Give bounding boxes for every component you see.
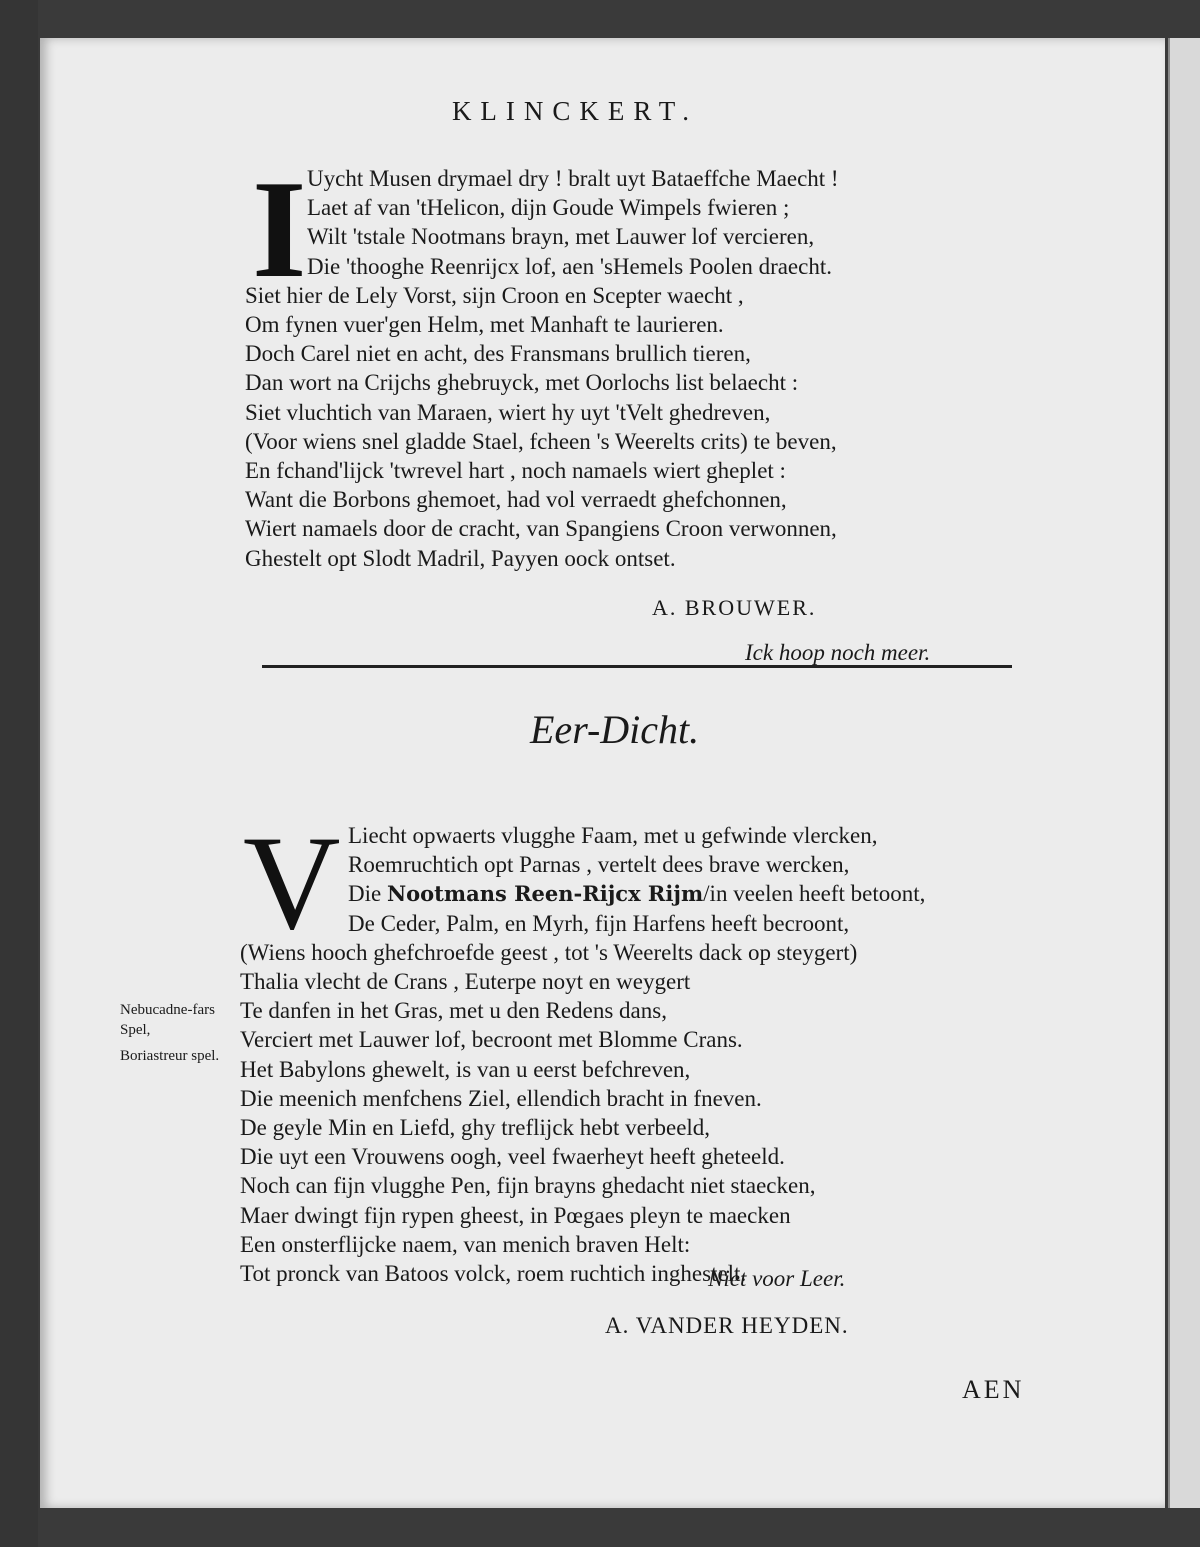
poem-line: Laet af van 'tHelicon, dijn Goude Wimpels fwieren ; bbox=[307, 195, 790, 221]
book-page bbox=[40, 38, 1165, 1508]
poem-line: Roemruchtich opt Parnas , vertelt dees brave wercken, bbox=[348, 852, 850, 878]
poem-line bbox=[240, 879, 1060, 908]
poem-line: Siet hier de Lely Vorst, sijn Croon en Scepter waecht , bbox=[245, 282, 744, 308]
catchword: AEN bbox=[962, 1375, 1025, 1404]
poem-line: Siet vluchtich van Maraen, wiert hy uyt 'tVelt ghedreven, bbox=[245, 399, 771, 425]
poem-line: Ghestelt opt Slodt Madril, Payyen oock ontset. bbox=[245, 545, 676, 571]
poem-line: Noch can fijn vlugghe Pen, fijn brayns ghedacht niet staecken, bbox=[240, 1173, 816, 1199]
poem-line: Die uyt een Vrouwens oogh, veel fwaerheyt heeft gheteeld. bbox=[240, 1144, 785, 1170]
poem-line: Wiert namaels door de cracht, van Spangiens Croon verwonnen, bbox=[245, 516, 837, 542]
drop-cap-i: I bbox=[252, 152, 307, 307]
signature-vander-heyden: A. VANDER HEYDEN. bbox=[605, 1313, 849, 1338]
poem-line: (Voor wiens snel gladde Stael, fcheen 's Weerelts crits) te beven, bbox=[245, 428, 837, 454]
section-title-eer-dicht: Eer-Dicht. bbox=[530, 707, 700, 752]
poem-line: De geyle Min en Liefd, ghy treflijck hebt verbeeld, bbox=[240, 1115, 711, 1141]
poem-line: Doch Carel niet en acht, des Fransmans brullich tieren, bbox=[245, 341, 751, 367]
margin-note: Boriastreur spel. bbox=[120, 1048, 220, 1064]
poem-line: Dan wort na Crijchs ghebruyck, met Oorlochs list belaecht : bbox=[245, 370, 799, 396]
poem-line: Die meenich menfchens Ziel, ellendich bracht in fneven. bbox=[240, 1085, 762, 1111]
motto-vander-heyden: Niet voor Leer. bbox=[708, 1266, 846, 1291]
poem-line: Verciert met Lauwer lof, becroont met Blomme Crans. bbox=[240, 1027, 743, 1053]
poem-line: Uycht Musen drymael dry ! bralt uyt Bataeffche Maecht ! bbox=[307, 166, 839, 191]
poem-line: Want die Borbons ghemoet, had vol verraedt ghefchonnen, bbox=[245, 487, 787, 513]
poem-line: Om fynen vuer'gen Helm, met Manhaft te laurieren. bbox=[245, 312, 724, 338]
poem-line: Maer dwingt fijn rypen gheest, in Pœgaes pleyn te maecken bbox=[240, 1202, 791, 1228]
blackletter-title: Nootmans Reen-Rijcx Rijm bbox=[386, 881, 704, 907]
poem-line: Wilt 'tstale Nootmans brayn, met Lauwer lof vercieren, bbox=[307, 224, 815, 250]
poem-line: Liecht opwaerts vlugghe Faam, met u gefwinde vlercken, bbox=[348, 823, 878, 848]
poem-line-text: Die bbox=[348, 881, 387, 907]
motto-brouwer: Ick hoop noch meer. bbox=[745, 640, 931, 665]
section-divider-rule bbox=[262, 665, 1012, 668]
poem-klinckert bbox=[245, 164, 1025, 573]
poem-line: Tot pronck van Batoos volck, roem ruchtich inghestelt. bbox=[240, 1261, 747, 1287]
signature-brouwer: A. BROUWER. bbox=[652, 595, 817, 620]
poem-line: Thalia vlecht de Crans , Euterpe noyt en weygert bbox=[240, 969, 691, 995]
poem-line: (Wiens hooch ghefchroefde geest , tot 's Weerelts dack op steygert) bbox=[240, 939, 858, 965]
poem-line: En fchand'lijck 'twrevel hart , noch namaels wiert gheplet : bbox=[245, 458, 786, 484]
poem-line: Te danfen in het Gras, met u den Redens dans, bbox=[240, 998, 667, 1024]
poem-line: Het Babylons ghewelt, is van u eerst befchreven, bbox=[240, 1056, 691, 1082]
poem-eer-dicht bbox=[240, 821, 1060, 1288]
poem-line: De Ceder, Palm, en Myrh, fijn Harfens heeft becroont, bbox=[348, 910, 850, 936]
section-title-klinckert: KLINCKERT. bbox=[451, 96, 699, 126]
facing-page-edge bbox=[1168, 38, 1200, 1508]
drop-cap-v: V bbox=[243, 809, 341, 958]
poem-line-text: /in veelen heeft betoont, bbox=[703, 881, 926, 907]
poem-line: Een onsterflijcke naem, van menich braven Helt: bbox=[240, 1231, 691, 1257]
margin-note: Nebucadne-fars Spel, bbox=[120, 1002, 215, 1038]
poem-line: Die 'thooghe Reenrijcx lof, aen 'sHemels Poolen draecht. bbox=[307, 253, 832, 279]
book-spine bbox=[0, 0, 38, 1547]
